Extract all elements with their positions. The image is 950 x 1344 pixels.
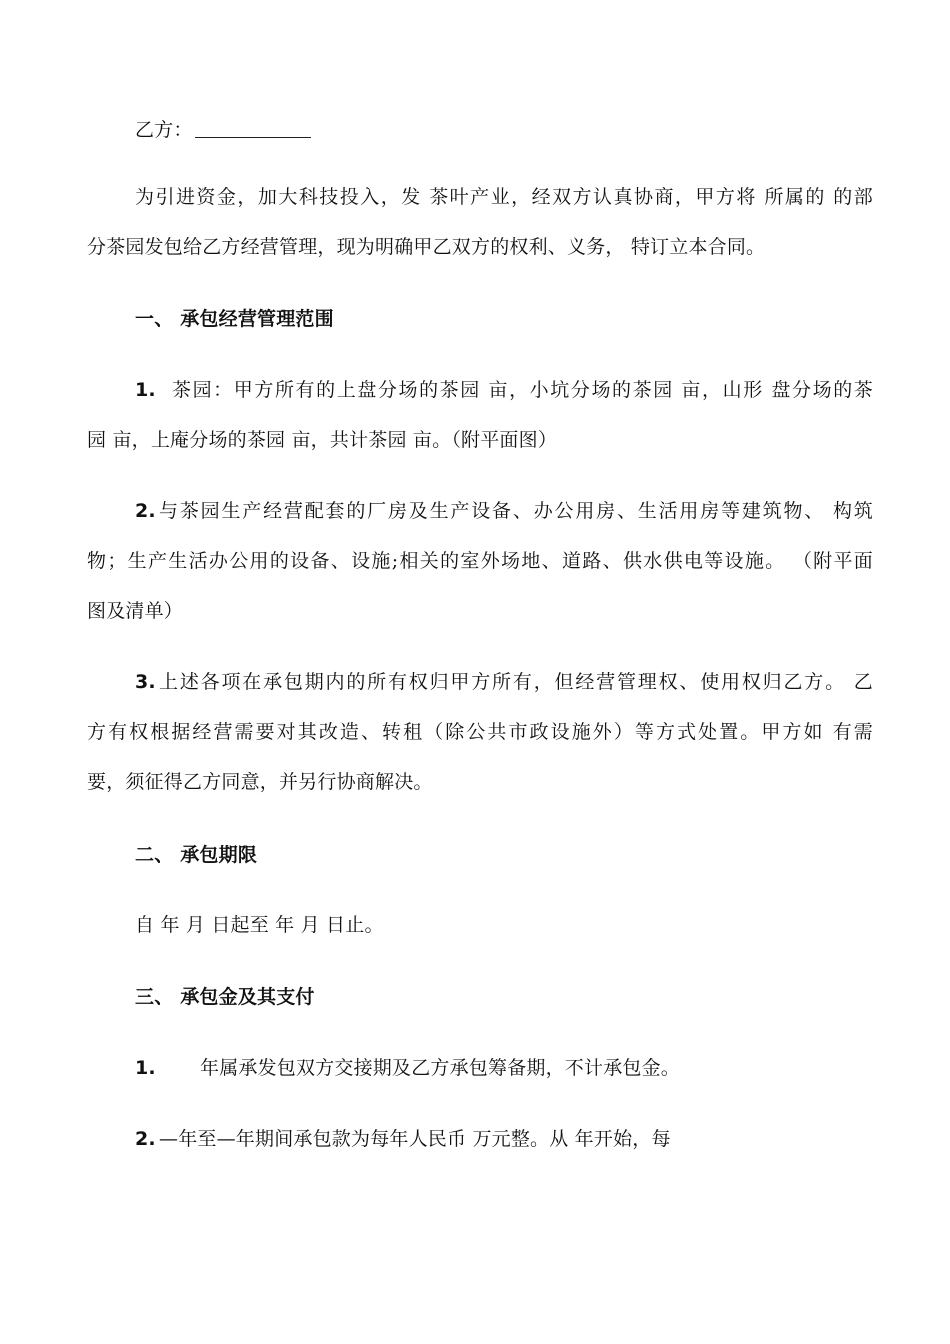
party-b-line	[135, 118, 311, 142]
section-1-title: 一、 承包经营管理范围	[135, 308, 334, 330]
section-1-item-3-number	[135, 670, 156, 694]
section-1-item-2-line-2: 物；生产生活办公用的设备、设施;相关的室外场地、道路、供水供电等设施。 （附平面	[87, 550, 873, 572]
section-1-item-2-line-3: 图及清单）	[87, 600, 184, 622]
section-3-item-1-number	[135, 1056, 156, 1080]
section-3-item-2-number	[135, 1127, 156, 1151]
section-1-item-1-line-2: 园 亩，上庵分场的茶园 亩，共计茶园 亩。（附平面图）	[87, 429, 558, 451]
section-1-item-2-number	[135, 499, 156, 523]
item-number: 2.	[135, 1128, 156, 1150]
intro-line-1: 为引进资金，加大科技投入，发 茶叶产业，经双方认真协商，甲方将 所属的 的部	[135, 186, 873, 208]
section-3-title: 三、 承包金及其支付	[135, 986, 315, 1008]
section-1-item-3-line-1: 上述各项在承包期内的所有权归甲方所有，但经营管理权、使用权归乙方。 乙	[159, 671, 873, 693]
section-1-item-1-line-1: 茶园：甲方所有的上盘分场的茶园 亩，小坑分场的茶园 亩，山形 盘分场的茶	[172, 379, 873, 401]
intro-line-2: 分茶园发包给乙方经营管理，现为明确甲乙双方的权利、义务， 特订立本合同。	[87, 236, 766, 258]
section-2-text: 自 年 月 日起至 年 月 日止。	[135, 914, 384, 936]
item-number: 3.	[135, 671, 156, 693]
section-1-item-3-line-2: 方有权根据经营需要对其改造、转租（除公共市政设施外）等方式处置。甲方如 有需	[87, 721, 873, 743]
section-1-item-3-line-3: 要，须征得乙方同意，并另行协商解决。	[87, 771, 433, 793]
section-1-item-1-number	[135, 378, 156, 402]
section-3-item-2-text: —年至—年期间承包款为每年人民币 万元整。从 年开始，每	[159, 1128, 671, 1150]
section-1-item-2-line-1: 与茶园生产经营配套的厂房及生产设备、办公用房、生活用房等建筑物、 构筑	[159, 500, 873, 522]
party-b-blank	[195, 119, 311, 138]
party-b-label: 乙方：	[135, 119, 193, 141]
section-3-item-1-text: 年属承发包双方交接期及乙方承包筹备期，不计承包金。	[200, 1057, 681, 1079]
section-2-title: 二、 承包期限	[135, 844, 258, 866]
item-number: 1.	[135, 379, 156, 401]
item-number: 2.	[135, 500, 156, 522]
item-number: 1.	[135, 1057, 156, 1079]
